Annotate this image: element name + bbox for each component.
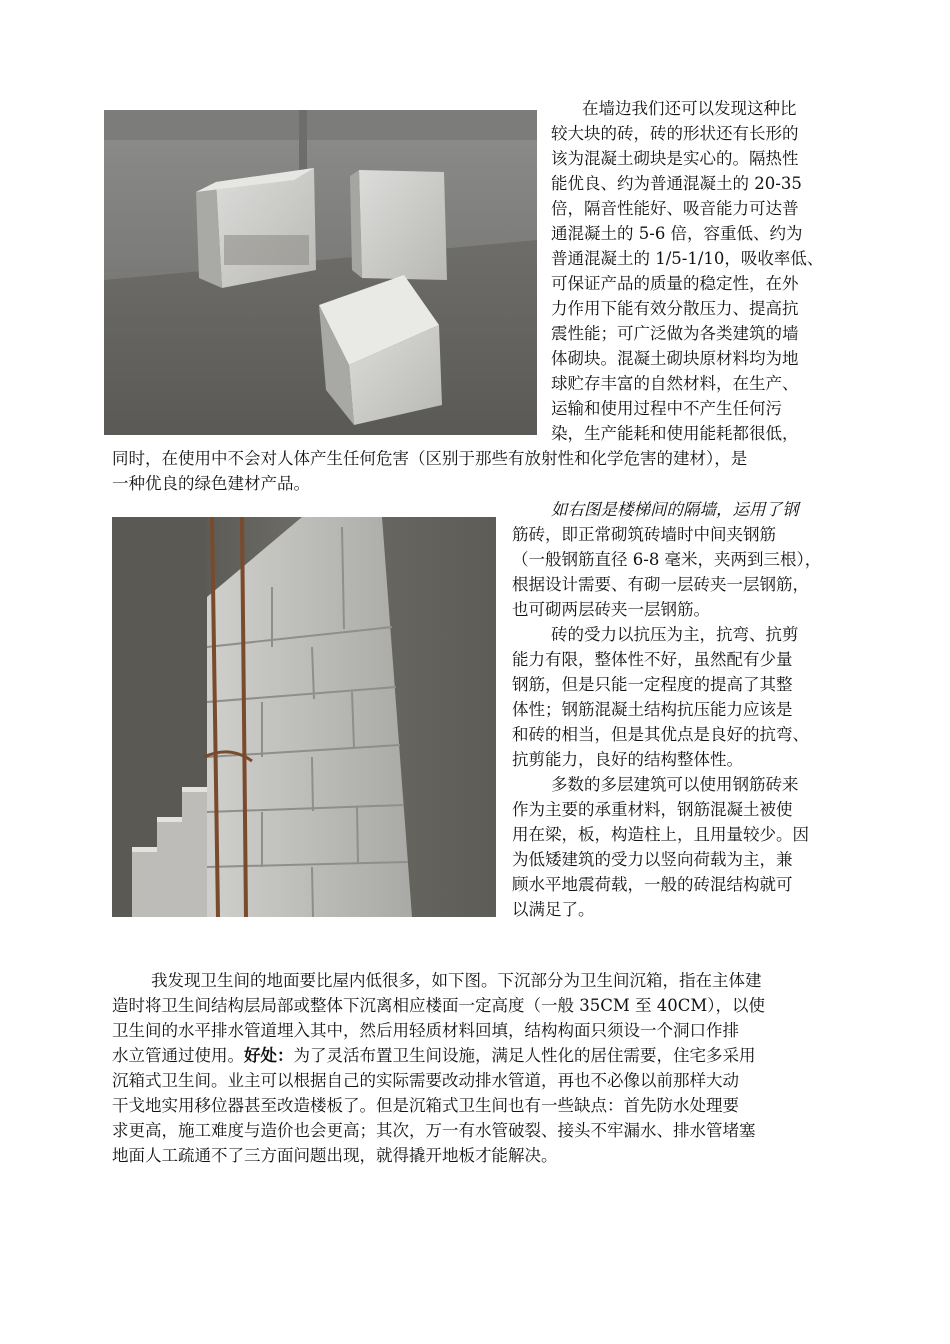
section2-line: 用在梁，板，构造柱上，且用量较少。因	[512, 825, 809, 844]
concrete-blocks-photo	[104, 110, 537, 435]
section2-line: 作为主要的承重材料，钢筋混凝土被使	[512, 800, 793, 819]
section2-line: 为低矮建筑的受力以竖向荷载为主，兼	[512, 850, 793, 869]
section2-line: 体性；钢筋混凝土结构抗压能力应该是	[512, 700, 793, 719]
section1-full-line: 一种优良的绿色建材产品。	[112, 474, 310, 493]
section3-line: 造时将卫生间结构层局部或整体下沉离相应楼面一定高度（一般 35CM 至 40CM），以使	[112, 996, 766, 1015]
section1-full-line: 同时，在使用中不会对人体产生任何危害（区别于那些有放射性和化学危害的建材），是	[112, 449, 748, 468]
section3-line: 沉箱式卫生间。业主可以根据自己的实际需要改动排水管道，再也不必像以前那样大动	[112, 1071, 739, 1090]
section1-line: 倍，隔音性能好、吸音能力可达普	[551, 199, 799, 218]
section1-line: 染，生产能耗和使用能耗都很低，	[551, 424, 799, 443]
section3-line: 干戈地实用移位器甚至改造楼板了。但是沉箱式卫生间也有一些缺点：首先防水处理要	[112, 1096, 739, 1115]
section3-line: 卫生间的水平排水管道埋入其中，然后用轻质材料回填，结构构面只须设一个洞口作排	[112, 1021, 739, 1040]
section1-line: 运输和使用过程中不产生任何污	[551, 399, 782, 418]
section2-line: 和砖的相当，但是其优点是良好的抗弯、	[512, 725, 809, 744]
section1-line: 该为混凝土砌块是实心的。隔热性	[551, 149, 799, 168]
section2-line: 抗剪能力，良好的结构整体性。	[512, 750, 743, 769]
section2-line: 筋砖，即正常砌筑砖墙时中间夹钢筋	[512, 525, 776, 544]
section1-line: 震性能；可广泛做为各类建筑的墙	[551, 324, 799, 343]
section2-line: 以满足了。	[512, 900, 595, 919]
section1-line: 体砌块。混凝土砌块原材料均为地	[551, 349, 799, 368]
section3-line: 求更高，施工难度与造价也会更高；其次，万一有水管破裂、接头不牢漏水、排水管堵塞	[112, 1121, 756, 1140]
section3-line: 我发现卫生间的地面要比屋内低很多，如下图。下沉部分为卫生间沉箱，指在主体建	[151, 971, 762, 990]
section3-text: 为了灵活布置卫生间设施，满足人性化的居住需要，住宅多采用	[293, 1046, 756, 1065]
section1-line: 通混凝土的 5-6 倍，容重低、约为	[551, 224, 803, 243]
section3-line: 地面人工疏通不了三方面问题出现，就得撬开地板才能解决。	[112, 1146, 558, 1165]
section1-line: 较大块的砖，砖的形状还有长形的	[551, 124, 799, 143]
section2-line: 如右图是楼梯间的隔墙，运用了钢	[551, 500, 799, 519]
stairwell-wall-photo	[112, 517, 496, 917]
section2-line: 根据设计需要、有砌一层砖夹一层钢筋，	[512, 575, 809, 594]
section1-line: 能优良、约为普通混凝土的 20-35	[551, 174, 802, 193]
section1-line: 球贮存丰富的自然材料，在生产、	[551, 374, 799, 393]
section2-line: 多数的多层建筑可以使用钢筋砖来	[551, 775, 799, 794]
section3-line	[112, 1045, 756, 1067]
section1-line: 可保证产品的质量的稳定性，在外	[551, 274, 799, 293]
section2-line: 能力有限，整体性不好，虽然配有少量	[512, 650, 793, 669]
section1-line: 在墙边我们还可以发现这种比	[582, 99, 797, 118]
section2-line: 顾水平地震荷载，一般的砖混结构就可	[512, 875, 793, 894]
section2-line: 砖的受力以抗压为主，抗弯、抗剪	[551, 625, 799, 644]
section2-line: （一般钢筋直径 6-8 毫米，夹两到三根），	[512, 550, 822, 569]
section3-text: 水立管通过使用。	[112, 1046, 244, 1065]
section2-line: 钢筋，但是只能一定程度的提高了其整	[512, 675, 793, 694]
section1-line: 普通混凝土的 1/5-1/10，吸收率低、	[551, 249, 824, 268]
section2-line: 也可砌两层砖夹一层钢筋。	[512, 600, 710, 619]
section1-line: 力作用下能有效分散压力、提高抗	[551, 299, 799, 318]
benefit-label: 好处：	[244, 1046, 294, 1065]
